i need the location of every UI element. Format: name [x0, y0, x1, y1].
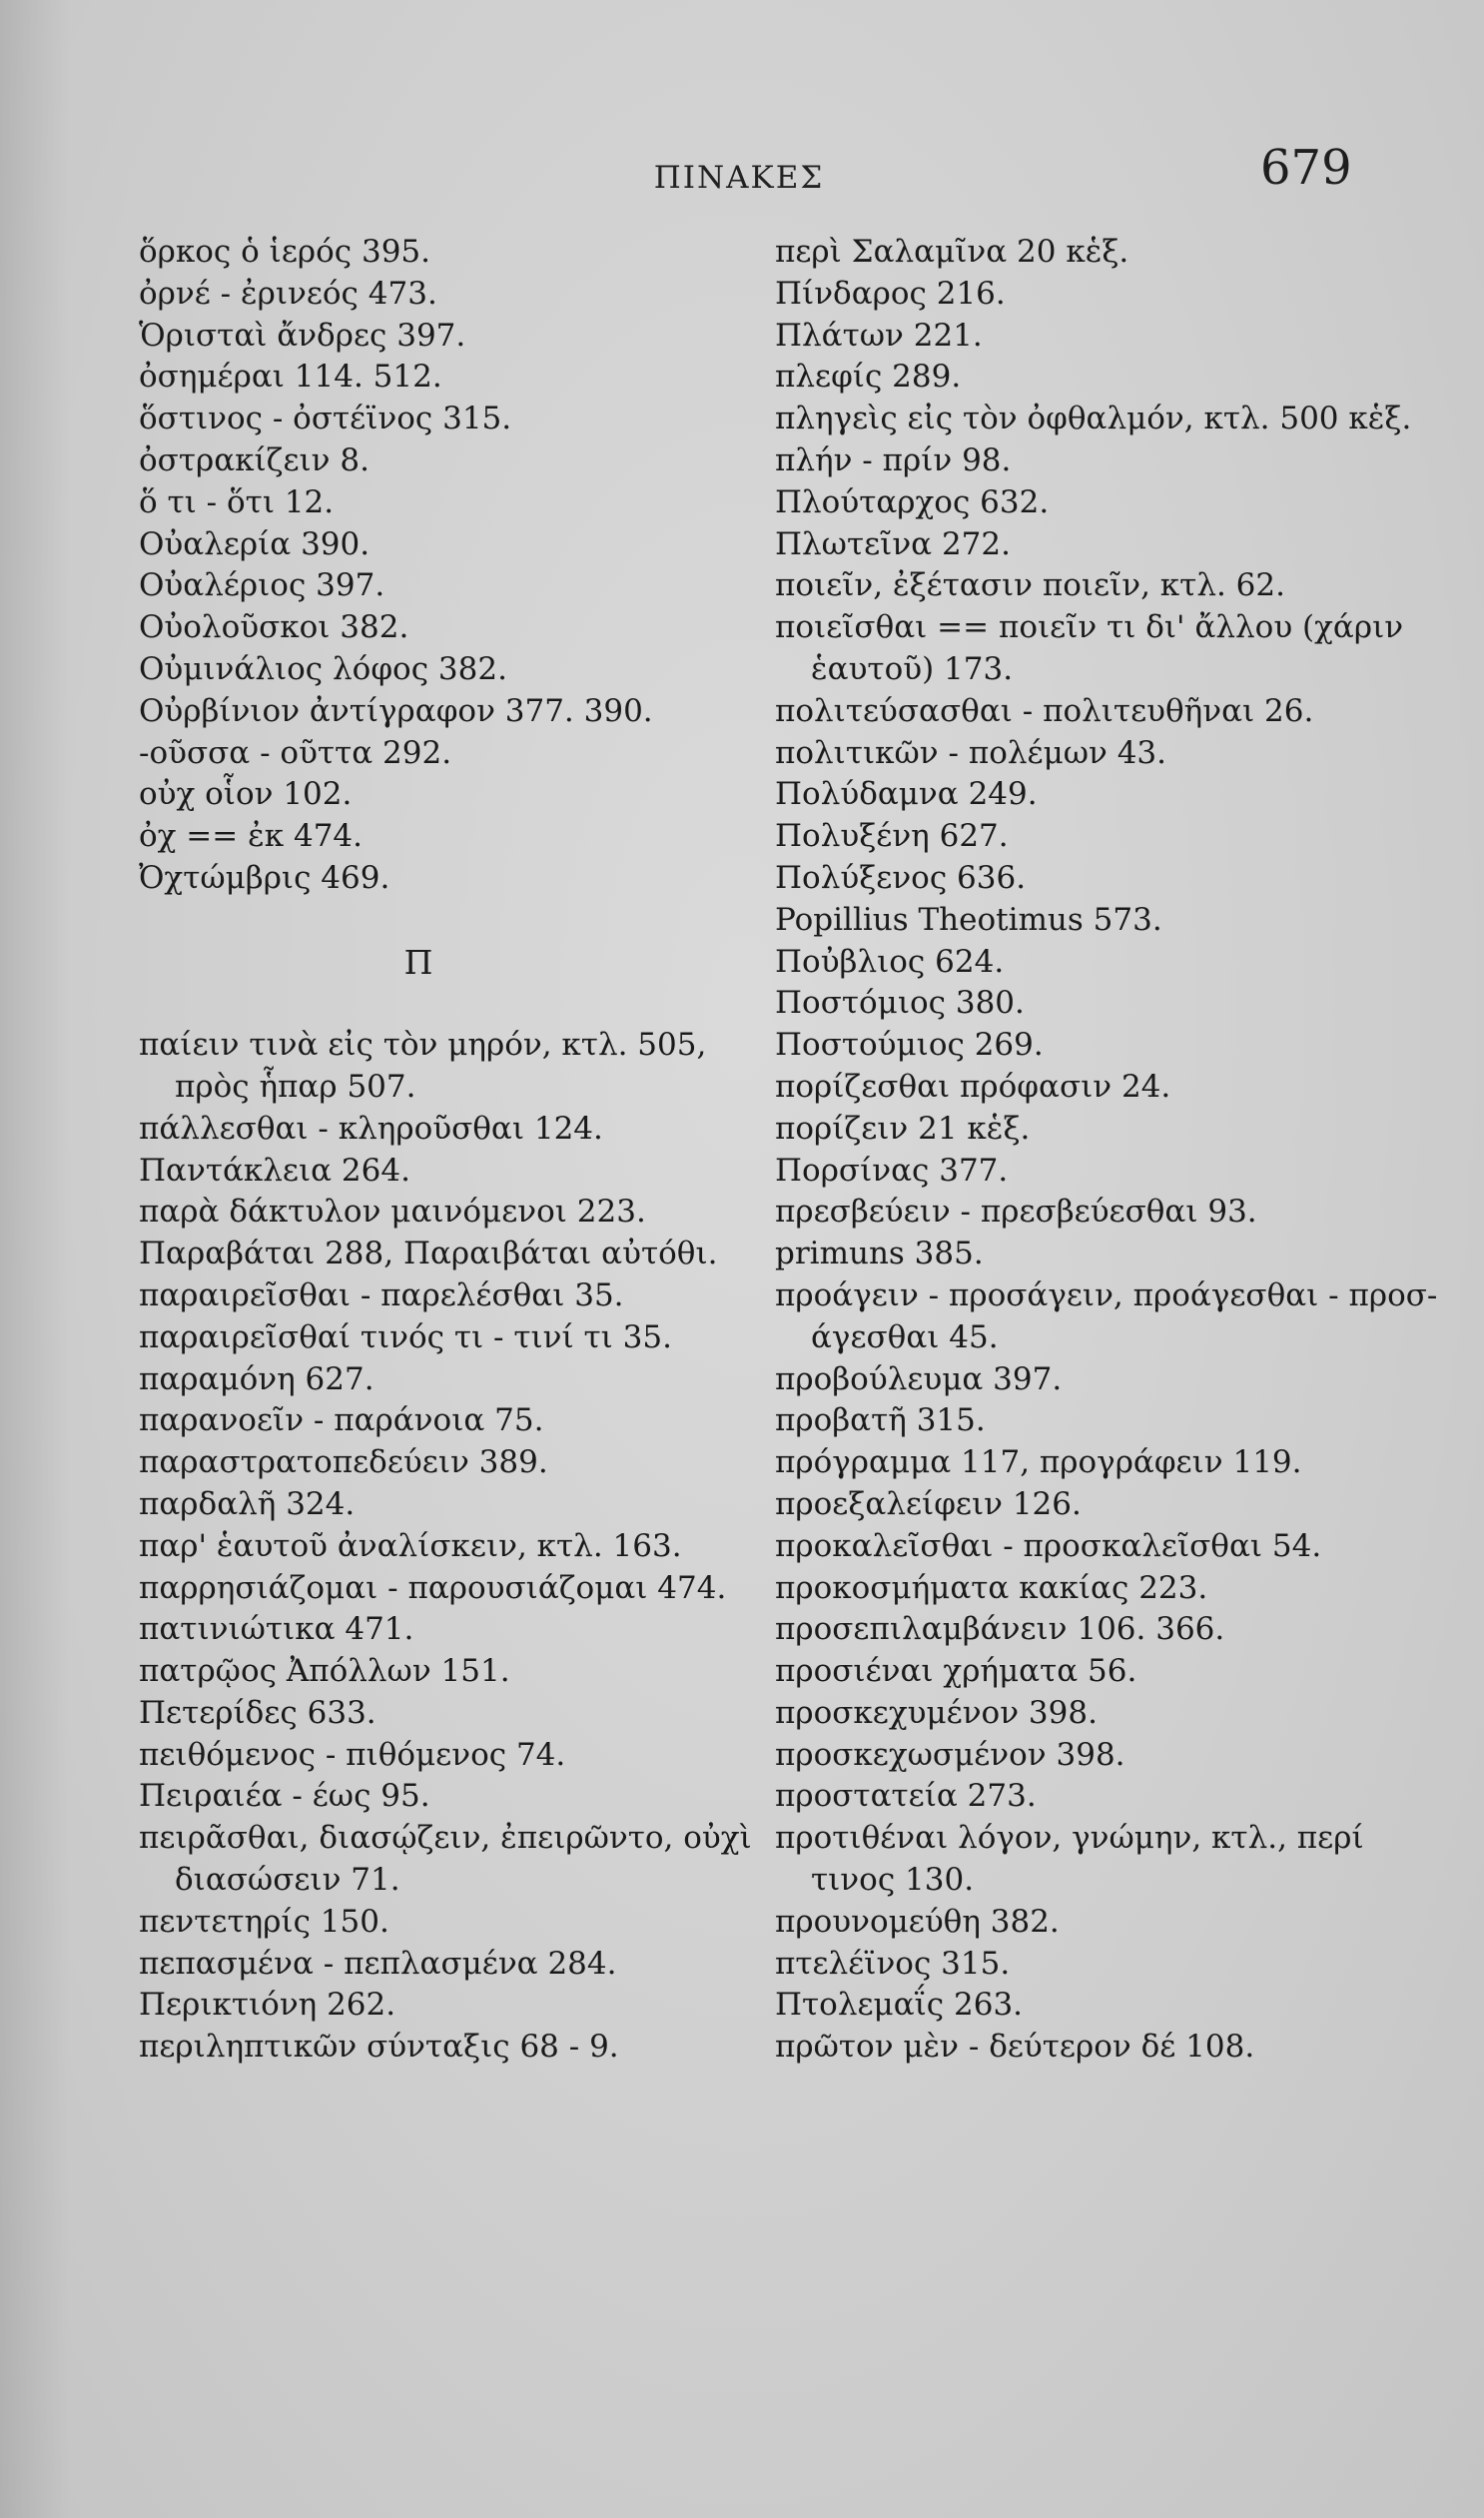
- index-entry: -οῦσσα - οῦττα 292.: [139, 734, 452, 771]
- index-entry: Οὐολοῦσκοι 382.: [139, 609, 409, 646]
- index-entry: Οὐαλέριος 397.: [139, 567, 385, 604]
- index-entry: παρδαλῆ 324.: [139, 1485, 356, 1522]
- index-entry: προυνομεύθη 382.: [775, 1903, 1060, 1940]
- index-entry: πεπασμένα - πεπλασμένα 284.: [139, 1945, 617, 1982]
- index-entry: προσκεχωσμένον 398.: [775, 1736, 1125, 1773]
- index-entry: πορίζειν 21 κἑξ.: [775, 1110, 1031, 1147]
- index-entry: Περικτιόνη 262.: [139, 1987, 396, 2024]
- index-entry: προτιθέναι λόγον, γνώμην, κτλ., περί: [775, 1820, 1364, 1857]
- index-entry: προβατῆ 315.: [775, 1402, 986, 1439]
- index-entry: πορίζεσθαι πρόφασιν 24.: [775, 1068, 1171, 1105]
- index-entry: ὀστρακίζειν 8.: [139, 441, 370, 478]
- index-entry: Πετερίδες 633.: [139, 1694, 376, 1731]
- index-column-right: [775, 232, 1438, 2069]
- index-entry: προεξαλείφειν 126.: [775, 1485, 1082, 1522]
- index-entry: παραμόνη 627.: [139, 1360, 374, 1397]
- index-entry: πλήν - πρίν 98.: [775, 441, 1012, 478]
- index-entry: πεντετηρίς 150.: [139, 1903, 389, 1940]
- index-entry: πλεφίς 289.: [775, 359, 962, 396]
- index-entry: πατρῷος Ἀπόλλων 151.: [139, 1653, 510, 1690]
- index-entry: προκοσμήματα κακίας 223.: [775, 1569, 1208, 1606]
- index-entry: πατινιώτικα 471.: [139, 1611, 414, 1648]
- index-entry: Ποστόμιος 380.: [775, 985, 1025, 1022]
- index-entry: ποιεῖν, ἐξέτασιν ποιεῖν, κτλ. 62.: [775, 567, 1285, 604]
- index-entry: primuns 385.: [775, 1236, 984, 1272]
- index-entry: προάγειν - προσάγειν, προάγεσθαι - προσ-: [775, 1276, 1438, 1313]
- index-entry: Ποὐβλιος 624.: [775, 943, 1005, 980]
- index-entry: πρόγραμμα 117, προγράφειν 119.: [775, 1444, 1302, 1481]
- index-entry: Πολυξένη 627.: [775, 818, 1009, 855]
- index-entry: προσκεχυμένον 398.: [775, 1694, 1098, 1731]
- index-entry: πτελέϊνος 315.: [775, 1945, 1011, 1982]
- index-entry: Πειραιέα - έως 95.: [139, 1778, 430, 1815]
- index-entry: ὀσημέραι 114. 512.: [139, 359, 442, 396]
- index-entry: παρρησιάζομαι - παρουσιάζομαι 474.: [139, 1569, 727, 1606]
- index-entry: Ὀχτώμβρις 469.: [139, 859, 390, 896]
- index-entry: Πολύδαμνα 249.: [775, 776, 1038, 813]
- index-entry: οὐχ οἷον 102.: [139, 776, 353, 813]
- index-entry: Πλάτων 221.: [775, 317, 983, 354]
- index-entry: παρανοεῖν - παράνοια 75.: [139, 1402, 544, 1439]
- index-entry: παραστρατοπεδεύειν 389.: [139, 1444, 548, 1481]
- index-entry: ἑαυτοῦ) 173.: [811, 650, 1014, 687]
- index-entry: διασώσειν 71.: [175, 1862, 400, 1899]
- index-entry: Οὐαλερία 390.: [139, 525, 371, 562]
- index-entry: Ὁρισταὶ ἄνδρες 397.: [139, 317, 466, 354]
- index-entry: παραιρεῖσθαι - παρελέσθαι 35.: [139, 1276, 624, 1313]
- index-entry: ὅρκος ὁ ἱερός 395.: [139, 234, 431, 270]
- index-entry: προστατεία 273.: [775, 1778, 1037, 1815]
- index-entry: Πορσίνας 377.: [775, 1152, 1009, 1189]
- index-entry: ὀρνέ - ἐρινεός 473.: [139, 275, 437, 312]
- index-entry: Popillius Theotimus 573.: [775, 901, 1162, 938]
- index-entry: πληγεὶς εἰς τὸν ὀφθαλμόν, κτλ. 500 κἑξ.: [775, 401, 1412, 437]
- index-entry: προσεπιλαμβάνειν 106. 366.: [775, 1611, 1225, 1648]
- section-heading: Π: [403, 942, 433, 982]
- index-entry: πειρᾶσθαι, διασῴζειν, ἐπειρῶντο, οὐχὶ: [139, 1820, 752, 1857]
- index-entry: Πίνδαρος 216.: [775, 275, 1006, 312]
- index-entry: προκαλεῖσθαι - προσκαλεῖσθαι 54.: [775, 1527, 1322, 1564]
- index-entry: Πτολεμαΐς 263.: [775, 1987, 1024, 2024]
- index-entry: Οὐμινάλιος λόφος 382.: [139, 650, 507, 687]
- index-entry: προσιέναι χρήματα 56.: [775, 1653, 1137, 1690]
- index-entry: ὅ τι - ὅτι 12.: [139, 483, 335, 520]
- index-entry: παραιρεῖσθαί τινός τι - τινί τι 35.: [139, 1318, 672, 1355]
- index-entry: Ποστούμιος 269.: [775, 1027, 1044, 1064]
- index-entry: πρῶτον μὲν - δεύτερον δέ 108.: [775, 2029, 1255, 2066]
- index-entry: άγεσθαι 45.: [811, 1318, 999, 1355]
- index-entry: Οὐρβίνιον ἀντίγραφον 377. 390.: [139, 692, 653, 729]
- index-entry: παρὰ δάκτυλον μαινόμενοι 223.: [139, 1194, 646, 1231]
- blank-line: [139, 900, 718, 942]
- page-number: 679: [1260, 140, 1352, 196]
- index-entry: προβούλευμα 397.: [775, 1360, 1063, 1397]
- index-entry: ποιεῖσθαι == ποιεῖν τι δι' ἄλλου (χάριν: [775, 609, 1404, 646]
- index-entry: πολιτεύσασθαι - πολιτευθῆναι 26.: [775, 692, 1314, 729]
- index-entry: πρεσβεύειν - πρεσβεύεσθαι 93.: [775, 1194, 1257, 1231]
- index-entry: Πλωτεῖνα 272.: [775, 525, 1011, 562]
- index-entry: περιληπτικῶν σύνταξις 68 - 9.: [139, 2029, 619, 2066]
- index-entry: ὅστινος - ὀστέϊνος 315.: [139, 401, 512, 437]
- index-entry: Πλούταρχος 632.: [775, 483, 1050, 520]
- index-entry: πολιτικῶν - πολέμων 43.: [775, 734, 1166, 771]
- index-entry: παίειν τινὰ εἰς τὸν μηρόν, κτλ. 505,: [139, 1027, 707, 1064]
- running-head: ΠΙΝΑΚΕΣ: [653, 160, 825, 196]
- index-entry: Πολύξενος 636.: [775, 859, 1027, 896]
- index-entry: πειθόμενος - πιθόμενος 74.: [139, 1736, 566, 1773]
- index-entry: παρ' ἑαυτοῦ ἀναλίσκειν, κτλ. 163.: [139, 1527, 682, 1564]
- index-column-left: [139, 232, 752, 2069]
- index-entry: περὶ Σαλαμῖνα 20 κἑξ.: [775, 234, 1129, 270]
- index-entry: ὀχ == ἐκ 474.: [139, 818, 363, 855]
- index-entry: πάλλεσθαι - κληροῦσθαι 124.: [139, 1110, 603, 1147]
- index-entry: Παραβάται 288, Παραιβάται αὐτόθι.: [139, 1236, 718, 1272]
- index-entry: Παντάκλεια 264.: [139, 1152, 410, 1189]
- index-entry: πρὸς ἧπαρ 507.: [175, 1068, 416, 1105]
- index-entry: τινος 130.: [811, 1862, 975, 1899]
- blank-line: [139, 983, 718, 1025]
